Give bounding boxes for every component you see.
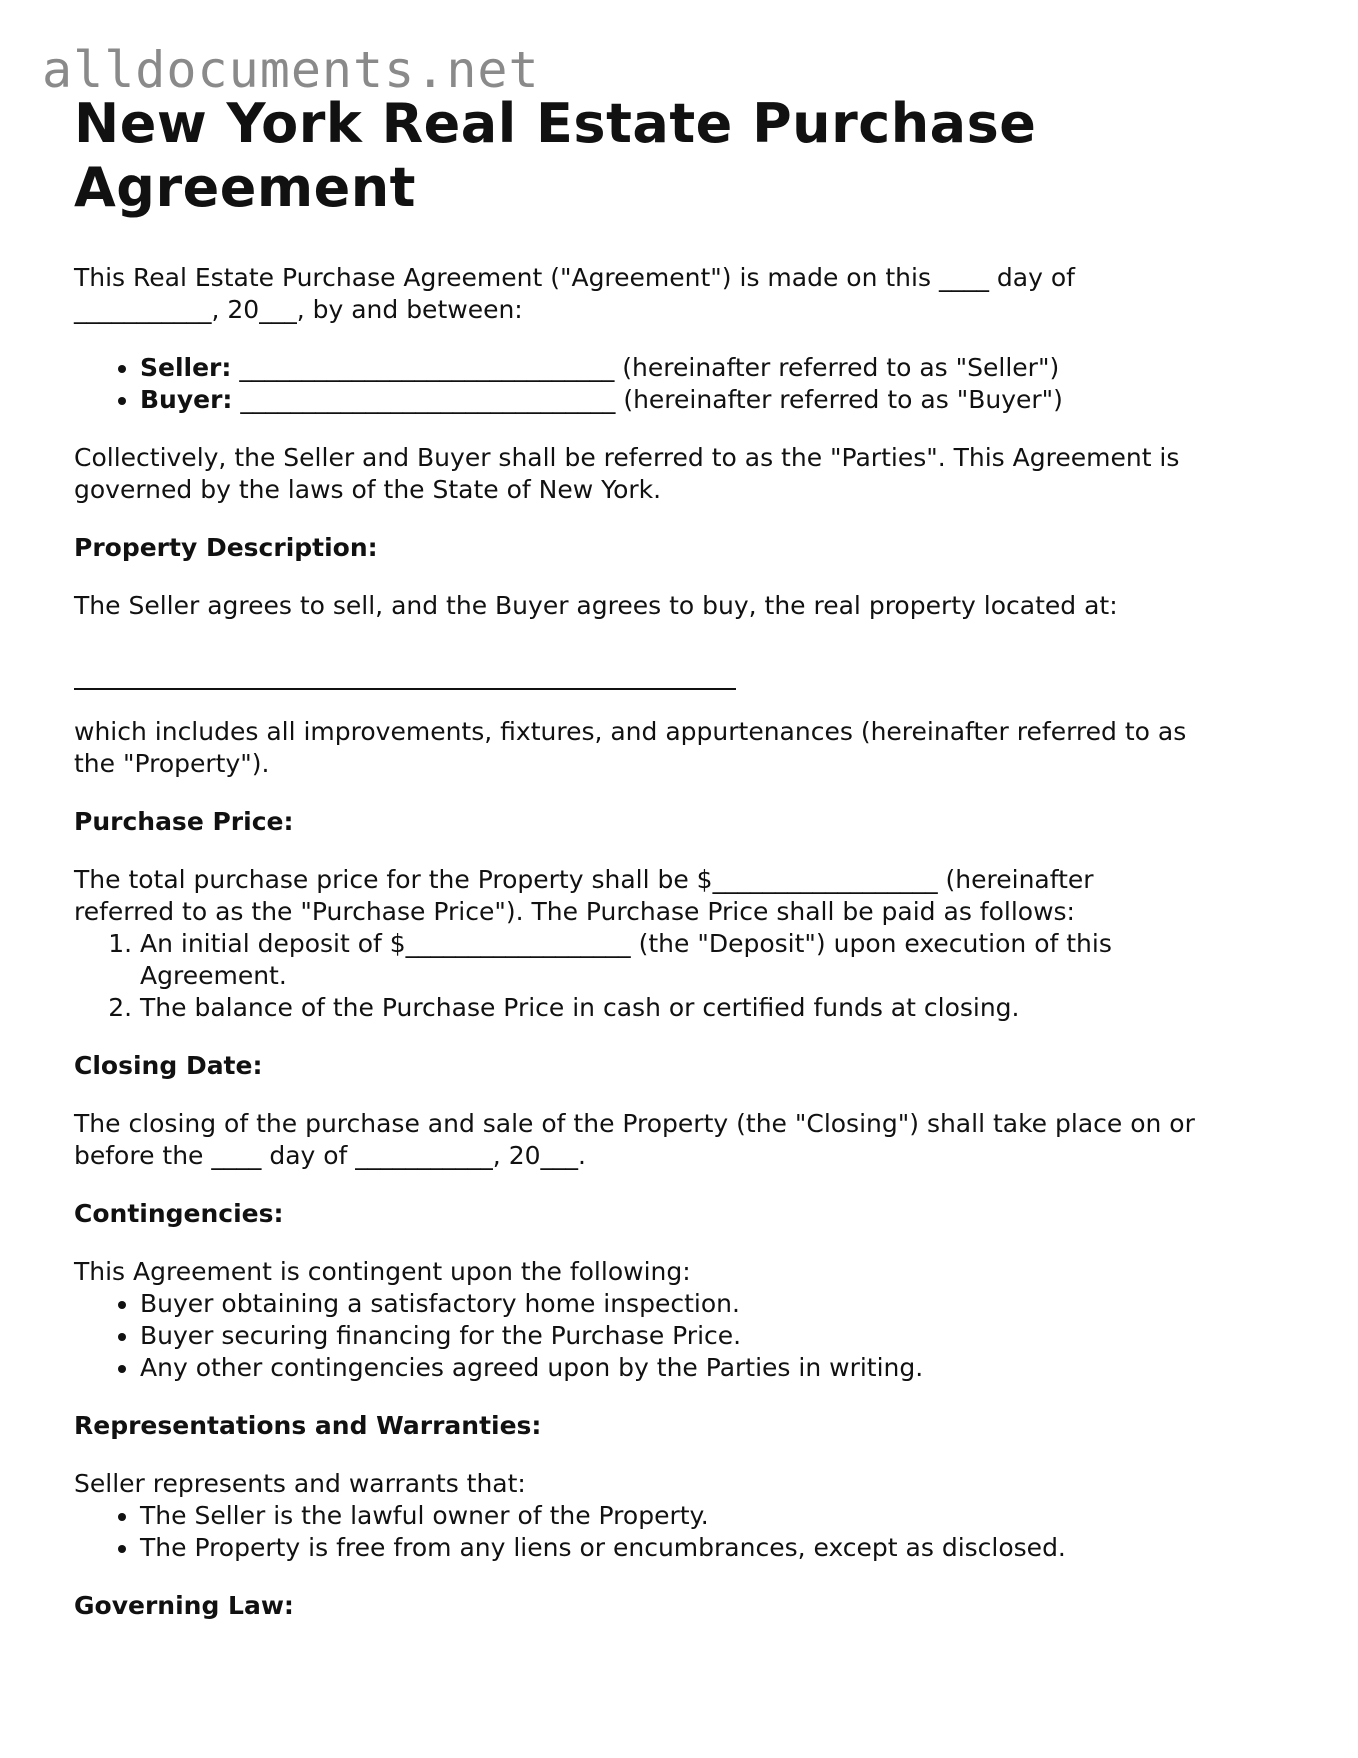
closing-line-2: before the ____ day of ___________, 20___. [74,1141,586,1170]
contingencies-paragraph: This Agreement is contingent upon the following: [74,1257,691,1286]
party-seller-label: Seller: [140,353,232,382]
title-line-2: Agreement [74,156,416,219]
closing-paragraph [74,1108,1284,1172]
contingency-item: • Any other contingencies agreed upon by the Parties in writing. [140,1352,1284,1384]
closing-line-1: The closing of the purchase and sale of the Property (the "Closing") shall take place on or [74,1109,1195,1138]
watermark-logo: alldocuments.net [42,41,540,99]
payment-item-balance: 2. The balance of the Purchase Price in cash or certified funds at closing. [140,992,1144,1024]
property-after-line-1: which includes all improvements, fixtures, and appurtenances (hereinafter referred to as [74,717,1187,746]
heading-closing-date: Closing Date: [74,1051,263,1080]
contingencies-list [74,1288,1284,1384]
intro-line-2: ___________, 20___, by and between: [74,295,523,324]
collective-line-2: governed by the laws of the State of New York. [74,475,662,504]
property-after-line-2: the "Property"). [74,749,270,778]
price-line-2: referred to as the "Purchase Price"). The Purchase Price shall be paid as follows: [74,897,1075,926]
heading-property-description: Property Description: [74,533,378,562]
payment-list [74,928,1284,1024]
party-buyer-text: ______________________________ (hereinafter referred to as "Buyer") [232,385,1063,414]
document-page [74,92,1284,1622]
collective-line-1: Collectively, the Seller and Buyer shall be referred to as the "Parties". This Agreement is [74,443,1180,472]
property-address-line [74,652,736,690]
heading-governing-law: Governing Law: [74,1591,294,1620]
heading-contingencies: Contingencies: [74,1199,284,1228]
contingency-item: • Buyer obtaining a satisfactory home inspection. [140,1288,1284,1320]
party-buyer [140,384,1284,416]
party-buyer-label: Buyer: [140,385,233,414]
price-line-1: The total purchase price for the Property shall be $__________________ (hereinafter [74,865,1094,894]
heading-representations-warranties: Representations and Warranties: [74,1411,542,1440]
payment-item-deposit: 1. An initial deposit of $__________________ (the "Deposit") upon execution of this Agreement. [140,928,1144,992]
collective-paragraph [74,442,1284,506]
warranty-item: • The Property is free from any liens or encumbrances, except as disclosed. [140,1532,1284,1564]
document-title [74,92,1284,220]
property-paragraph: The Seller agrees to sell, and the Buyer agrees to buy, the real property located at: [74,591,1118,620]
intro-paragraph [74,262,1284,326]
party-seller-text: ______________________________ (hereinafter referred to as "Seller") [231,353,1060,382]
title-line-1: New York Real Estate Purchase [74,92,1037,155]
heading-purchase-price: Purchase Price: [74,807,294,836]
warranty-item: • The Seller is the lawful owner of the Property. [140,1500,1284,1532]
warranties-paragraph: Seller represents and warrants that: [74,1469,526,1498]
warranties-list [74,1500,1284,1564]
property-after-paragraph [74,716,1284,780]
contingency-item: • Buyer securing financing for the Purchase Price. [140,1320,1284,1352]
price-paragraph [74,864,1284,928]
intro-line-1: This Real Estate Purchase Agreement ("Agreement") is made on this ____ day of [74,263,1075,292]
party-seller [140,352,1284,384]
parties-list [74,352,1284,416]
